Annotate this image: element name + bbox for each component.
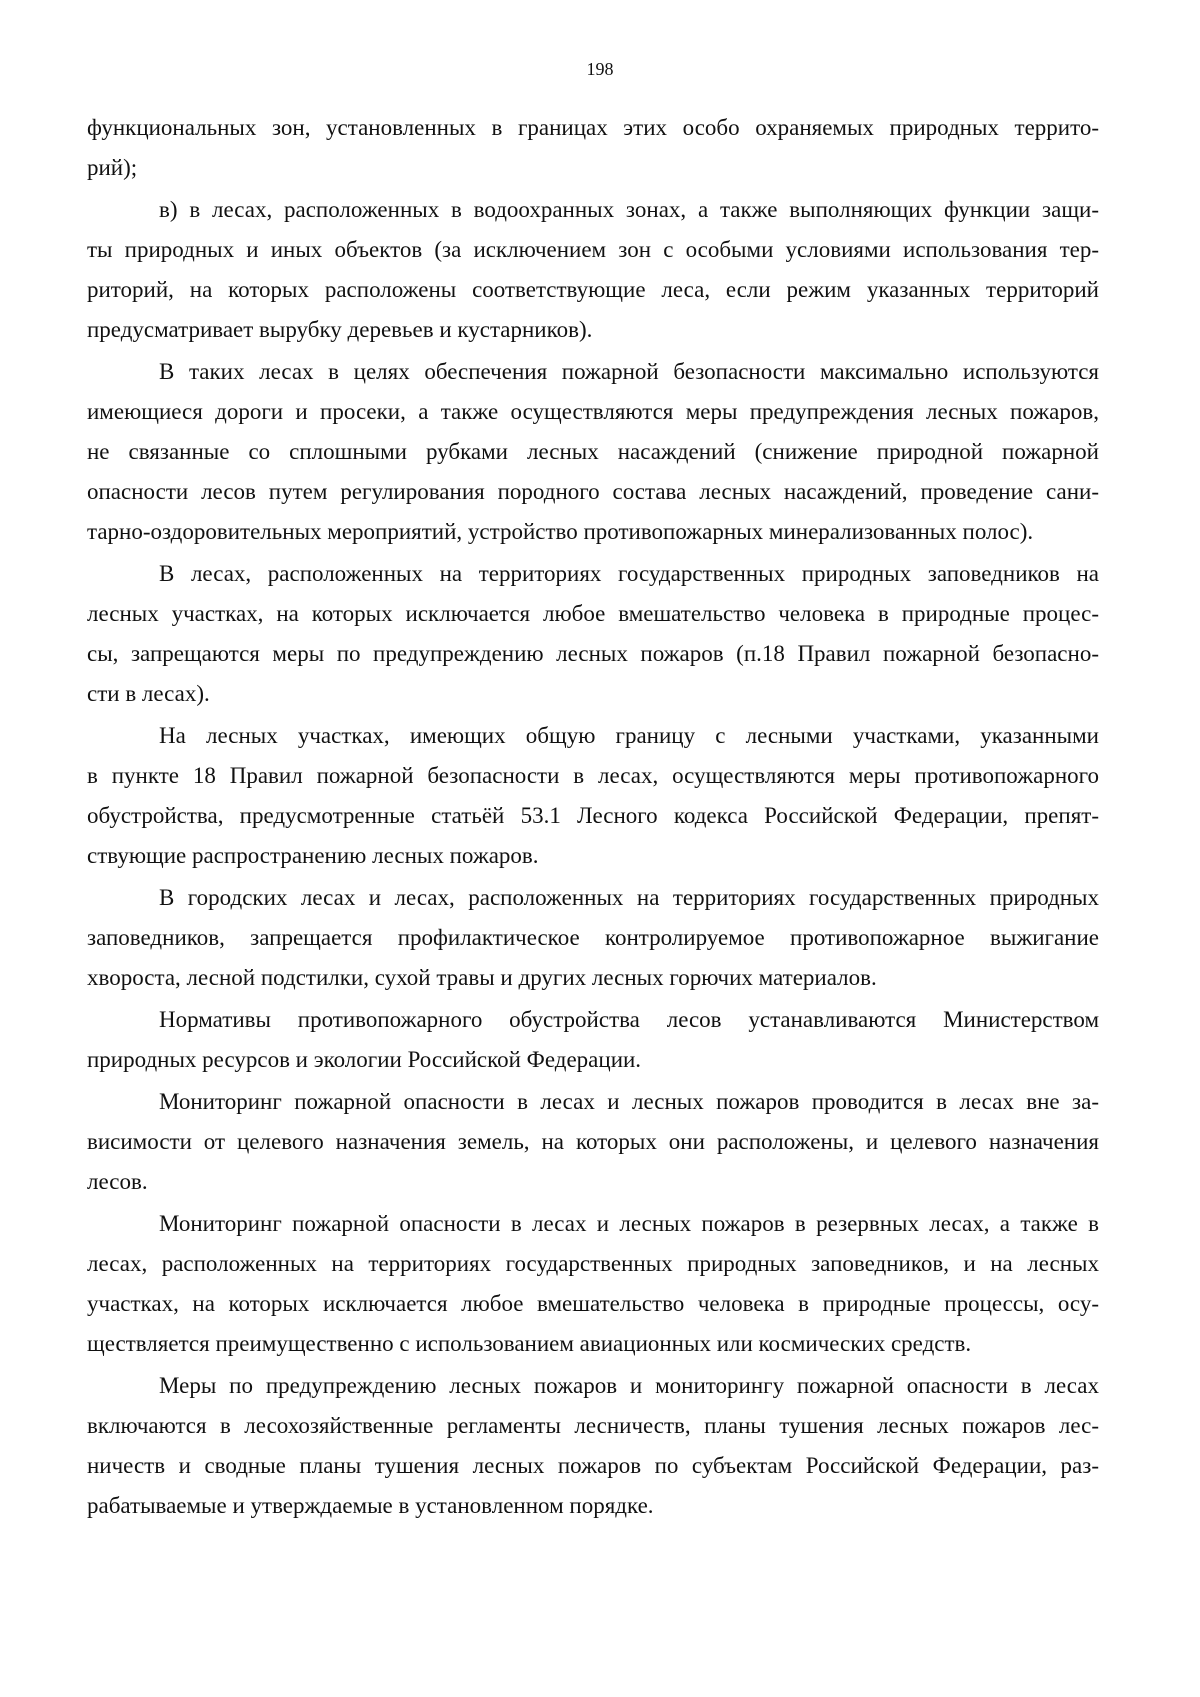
paragraph (87, 108, 1099, 188)
text-line: Нормативы противопожарного обустройства лесов устанавливаются Министерством (159, 1007, 1099, 1032)
page-number: 198 (586, 59, 614, 79)
text-line: Мониторинг пожарной опасности в лесах и лесных пожаров в резервных лесах, а также в (159, 1211, 1099, 1236)
text-line: функциональных зон, установленных в границах этих особо охраняемых природных террито- (87, 115, 1099, 140)
text-line: Меры по предупреждению лесных пожаров и мониторингу пожарной опасности в лесах (159, 1373, 1099, 1398)
text-line: опасности лесов путем регулирования породного состава лесных насаждений, проведение сани- (87, 479, 1099, 504)
text-line: ты природных и иных объектов (за исключением зон с особыми условиями использования тер- (87, 237, 1099, 262)
text-line: лесах, расположенных на территориях государственных природных заповедников, и на лесных (87, 1251, 1099, 1276)
paragraph (87, 716, 1099, 876)
text-line: В лесах, расположенных на территориях государственных природных заповедников на (159, 561, 1099, 586)
text-line: участках, на которых исключается любое вмешательство человека в природные процессы, осу- (87, 1291, 1099, 1316)
text-line: не связанные со сплошными рубками лесных насаждений (снижение природной пожарной (87, 439, 1099, 464)
text-line: лесных участках, на которых исключается любое вмешательство человека в природные процес- (87, 601, 1099, 626)
paragraph (87, 1000, 1099, 1080)
text-line: заповедников, запрещается профилактическое контролируемое противопожарное выжигание (87, 925, 1099, 950)
text-line: В таких лесах в целях обеспечения пожарной безопасности максимально используются (159, 359, 1099, 384)
paragraph (87, 1204, 1099, 1364)
paragraph (87, 1082, 1099, 1202)
document-body (87, 108, 1099, 1528)
paragraph (87, 878, 1099, 998)
paragraph (87, 190, 1099, 350)
text-line: Мониторинг пожарной опасности в лесах и лесных пожаров проводится в лесах вне за- (159, 1089, 1099, 1114)
paragraph (87, 352, 1099, 552)
text-line: тарно-оздоровительных мероприятий, устройство противопожарных минерализованных полос). (87, 519, 1034, 544)
text-line: сти в лесах). (87, 681, 210, 706)
text-line: рий); (87, 155, 138, 180)
text-line: В городских лесах и лесах, расположенных на территориях государственных природных (159, 885, 1099, 910)
text-line: имеющиеся дороги и просеки, а также осуществляются меры предупреждения лесных пожаров, (87, 399, 1099, 424)
text-line: ществляется преимущественно с использованием авиационных или космических средств. (87, 1331, 972, 1356)
text-line: ствующие распространению лесных пожаров. (87, 843, 539, 868)
text-line: риторий, на которых расположены соответствующие леса, если режим указанных территорий (87, 277, 1099, 302)
text-line: в) в лесах, расположенных в водоохранных зонах, а также выполняющих функции защи- (159, 197, 1099, 222)
paragraph (87, 554, 1099, 714)
text-line: ничеств и сводные планы тушения лесных пожаров по субъектам Российской Федерации, раз- (87, 1453, 1099, 1478)
text-line: лесов. (87, 1169, 148, 1194)
text-line: висимости от целевого назначения земель, на которых они расположены, и целевого назначения (87, 1129, 1099, 1154)
text-line: предусматривает вырубку деревьев и кустарников). (87, 317, 593, 342)
text-line: природных ресурсов и экологии Российской Федерации. (87, 1047, 642, 1072)
text-line: включаются в лесохозяйственные регламенты лесничеств, планы тушения лесных пожаров лес- (87, 1413, 1099, 1438)
text-line: На лесных участках, имеющих общую границу с лесными участками, указанными (159, 723, 1099, 748)
paragraph (87, 1366, 1099, 1526)
text-line: рабатываемые и утверждаемые в установленном порядке. (87, 1493, 654, 1518)
text-line: обустройства, предусмотренные статьёй 53.1 Лесного кодекса Российской Федерации, препят- (87, 803, 1099, 828)
text-line: в пункте 18 Правил пожарной безопасности в лесах, осуществляются меры противопожарного (87, 763, 1099, 788)
text-line: хвороста, лесной подстилки, сухой травы и других лесных горючих материалов. (87, 965, 877, 990)
text-line: сы, запрещаются меры по предупреждению лесных пожаров (п.18 Правил пожарной безопасно- (87, 641, 1099, 666)
